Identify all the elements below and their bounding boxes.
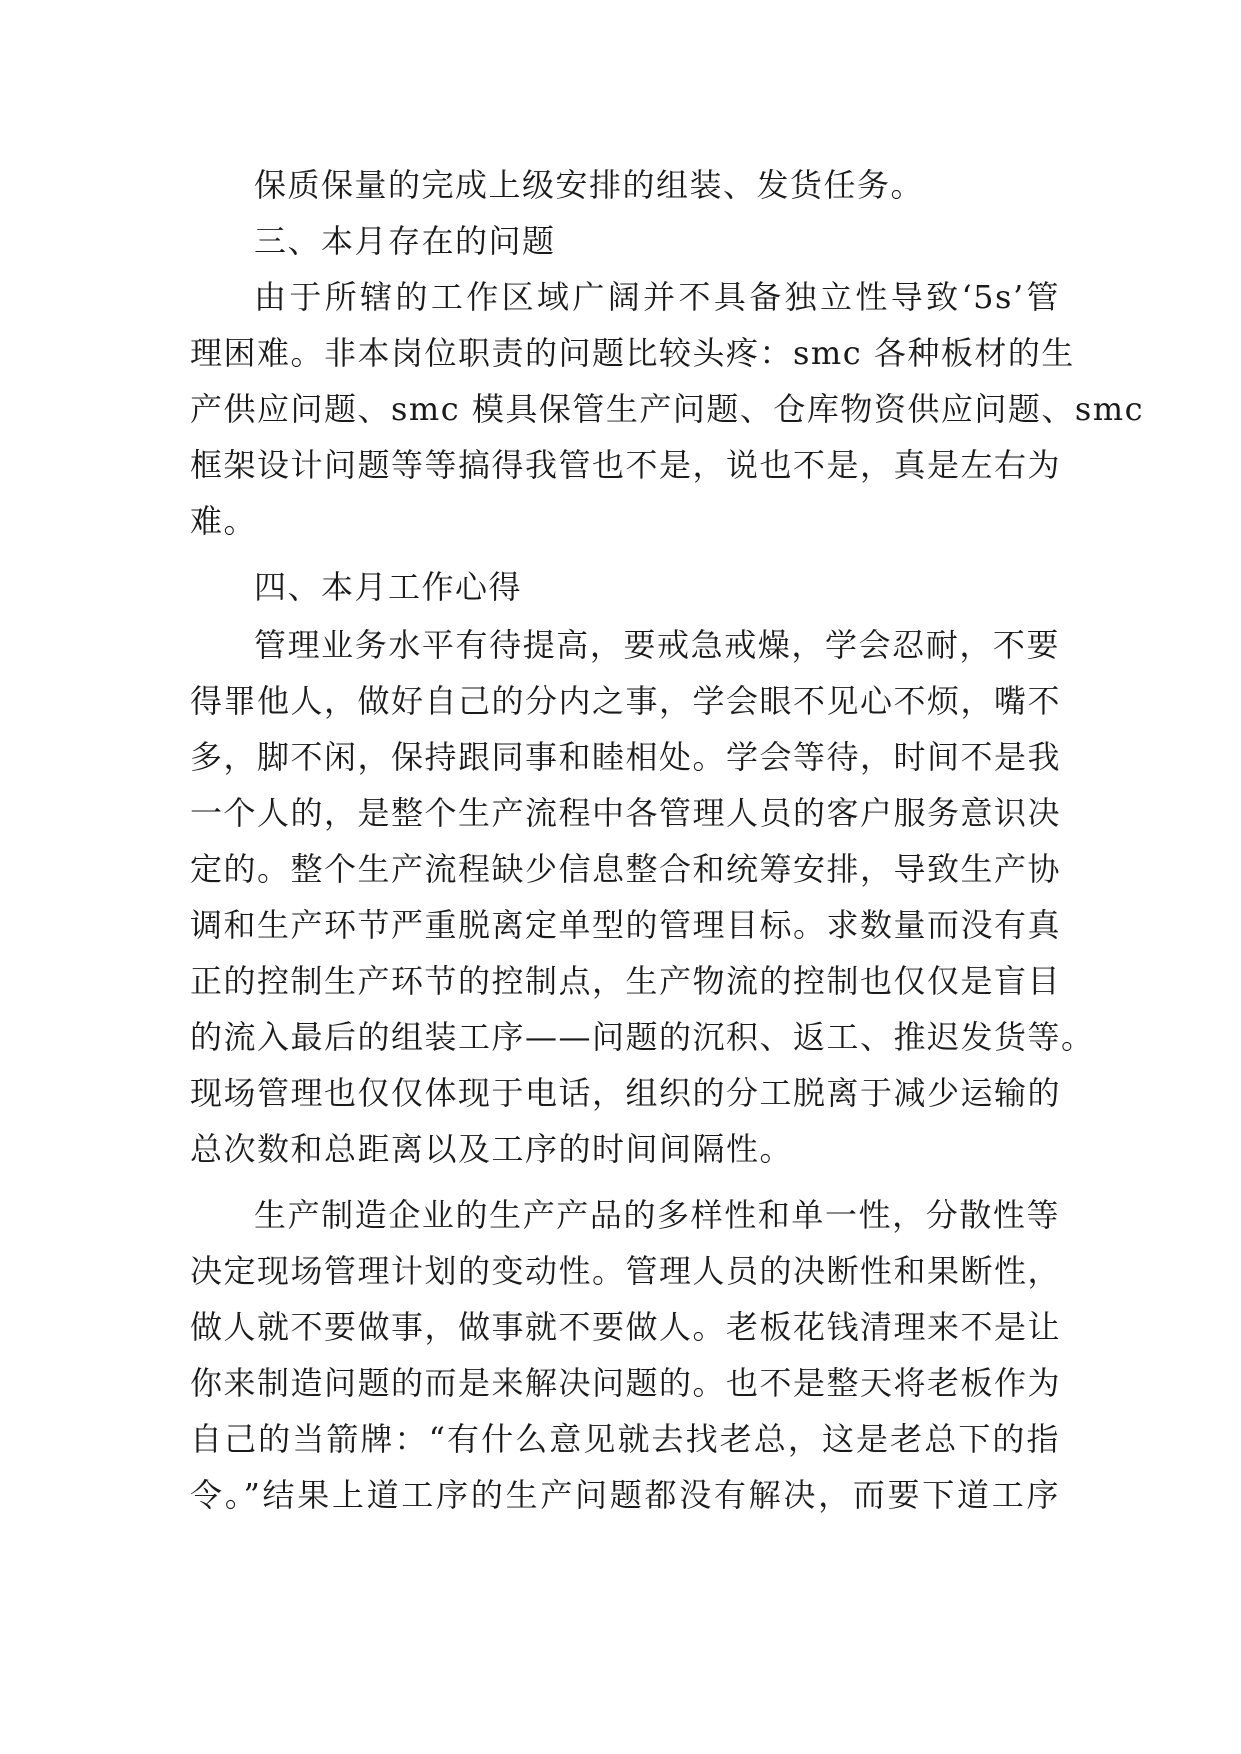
paragraph-line: 框架设计问题等等搞得我管也不是，说也不是，真是左右为 bbox=[190, 446, 1062, 484]
paragraph-line: 理困难。非本岗位职责的问题比较头疼：smc 各种板材的生 bbox=[190, 334, 1075, 372]
paragraph-line: 一个人的，是整个生产流程中各管理人员的客户服务意识决 bbox=[190, 794, 1062, 832]
paragraph-line: 产供应问题、smc 模具保管生产问题、仓库物资供应问题、smc bbox=[190, 390, 1145, 428]
paragraph-line: 现场管理也仅仅体现于电话，组织的分工脱离于减少运输的 bbox=[190, 1074, 1062, 1112]
paragraph-line: 保质保量的完成上级安排的组装、发货任务。 bbox=[254, 166, 925, 204]
paragraph-line: 自己的当箭牌：“有什么意见就去找老总，这是老总下的指 bbox=[190, 1420, 1060, 1458]
paragraph-line: 管理业务水平有待提高，要戒急戒燥，学会忍耐，不要 bbox=[254, 626, 1060, 664]
paragraph-line: 定的。整个生产流程缺少信息整合和统筹安排，导致生产协 bbox=[190, 850, 1062, 888]
paragraph-line: 生产制造企业的生产产品的多样性和单一性，分散性等 bbox=[254, 1196, 1060, 1234]
paragraph-line: 调和生产环节严重脱离定单型的管理目标。求数量而没有真 bbox=[190, 906, 1062, 944]
section-heading: 三、本月存在的问题 bbox=[254, 222, 556, 260]
paragraph-line: 多，脚不闲，保持跟同事和睦相处。学会等待，时间不是我 bbox=[190, 738, 1062, 776]
paragraph-line: 总次数和总距离以及工序的时间间隔性。 bbox=[190, 1130, 794, 1168]
section-heading: 四、本月工作心得 bbox=[254, 568, 523, 606]
paragraph-line: 决定现场管理计划的变动性。管理人员的决断性和果断性， bbox=[190, 1252, 1062, 1290]
paragraph-line: 的流入最后的组装工序——问题的沉积、返工、推迟发货等。 bbox=[190, 1018, 1095, 1056]
paragraph-line: 难。 bbox=[190, 502, 258, 540]
paragraph-line: 令。”结果上道工序的生产问题都没有解决，而要下道工序 bbox=[190, 1476, 1060, 1514]
paragraph-line: 做人就不要做事，做事就不要做人。老板花钱清理来不是让 bbox=[190, 1308, 1062, 1346]
paragraph-line: 由于所辖的工作区域广阔并不具备独立性导致‘5s’管 bbox=[254, 278, 1060, 316]
paragraph-line: 正的控制生产环节的控制点，生产物流的控制也仅仅是盲目 bbox=[190, 962, 1062, 1000]
paragraph-line: 你来制造问题的而是来解决问题的。也不是整天将老板作为 bbox=[190, 1364, 1062, 1402]
paragraph-line: 得罪他人，做好自己的分内之事，学会眼不见心不烦，嘴不 bbox=[190, 682, 1062, 720]
